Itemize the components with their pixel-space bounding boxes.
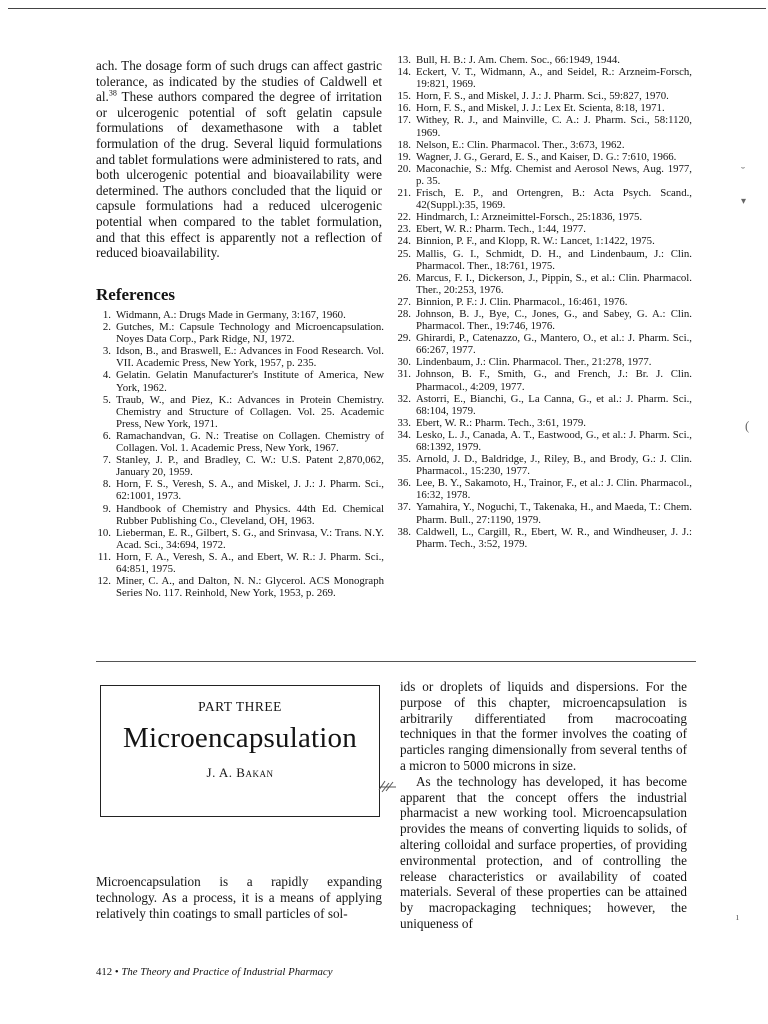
reference-item	[96, 551, 384, 575]
reference-text: Mallis, G. I., Schmidt, D. H., and Lindenbaum, J.: Clin. Pharmacol. Ther., 18:761, 1975.	[416, 247, 692, 272]
reference-item	[96, 394, 384, 430]
reference-text: Handbook of Chemistry and Physics. 44th Ed. Chemical Rubber Publishing Co., Cleveland, OH, 1963.	[116, 502, 384, 527]
reference-item	[396, 163, 692, 187]
reference-item	[96, 309, 384, 321]
reference-number: 4.	[102, 369, 111, 382]
reference-text: Traub, W., and Piez, K.: Advances in Protein Chemistry. Chemistry and Structure of Collagen. Vol. 25. Academic Press, New York, 1971.	[116, 393, 384, 430]
page-footer	[96, 966, 436, 978]
body-text-left: Microencapsulation is a rapidly expanding technology. As a process, it is a means of applying relatively thin coatings to small particles of sol-	[96, 874, 382, 921]
margin-mark-icon: ▾	[741, 196, 747, 207]
reference-item	[396, 417, 692, 429]
reference-number: 22.	[397, 211, 411, 224]
reference-number: 27.	[397, 295, 411, 308]
reference-number: 2.	[102, 321, 111, 334]
reference-item	[396, 114, 692, 138]
reference-number: 29.	[397, 332, 411, 345]
part-label: PART THREE	[198, 699, 282, 714]
reference-item	[396, 332, 692, 356]
reference-number: 26.	[397, 271, 411, 284]
reference-text: Hindmarch, I.: Arzneimittel-Forsch., 25:1836, 1975.	[416, 211, 643, 224]
reference-number: 24.	[397, 235, 411, 248]
reference-text: Binnion, P. F.: J. Clin. Pharmacol., 16:461, 1976.	[416, 295, 628, 308]
reference-item	[396, 501, 692, 525]
page-number: 412	[96, 966, 113, 978]
reference-number: 15.	[397, 90, 411, 103]
reference-number: 34.	[397, 428, 411, 441]
reference-text: Horn, F. S., and Miskel, J. J.: Lex Et. Scienta, 8:18, 1971.	[416, 102, 665, 115]
reference-text: Horn, F. S., Veresh, S. A., and Miskel, J. J.: J. Pharm. Sci., 62:1001, 1973.	[116, 478, 384, 503]
reference-text: Maconachie, S.: Mfg. Chemist and Aerosol News, Aug. 1977, p. 35.	[416, 162, 692, 187]
reference-text: Lee, B. Y., Sakamoto, H., Trainor, F., et al.: J. Clin. Pharmacol., 16:32, 1978.	[416, 477, 692, 502]
reference-text: Arnold, J. D., Baldridge, J., Riley, B., and Brody, G.: J. Clin. Pharmacol., 15:230, 1977.	[416, 453, 692, 478]
reference-text: Wagner, J. G., Gerard, E. S., and Kaiser, D. G.: 7:610, 1966.	[416, 150, 677, 163]
reference-number: 38.	[397, 525, 411, 538]
reference-text: Widmann, A.: Drugs Made in Germany, 3:167, 1960.	[116, 309, 346, 321]
reference-number: 18.	[397, 138, 411, 151]
reference-text: Lesko, L. J., Canada, A. T., Eastwood, G., et al.: J. Pharm. Sci., 68:1392, 1979.	[416, 428, 692, 453]
references-list-right	[396, 54, 692, 550]
reference-number: 32.	[397, 392, 411, 405]
reference-text: Johnson, B. F., Smith, G., and French, J.: Br. J. Clin. Pharmacol., 4:209, 1977.	[416, 368, 692, 393]
reference-number: 16.	[397, 102, 411, 115]
reference-text: Gelatin. Gelatin Manufacturer's Institute of America, New York, 1962.	[116, 369, 384, 394]
reference-item	[396, 211, 692, 223]
reference-item	[396, 429, 692, 453]
reference-number: 35.	[397, 453, 411, 466]
reference-number: 17.	[397, 114, 411, 127]
top-rule	[8, 8, 766, 9]
reference-item	[396, 308, 692, 332]
reference-number: 12.	[97, 575, 111, 588]
reference-number: 1.	[102, 309, 111, 321]
references-list-left	[96, 309, 384, 599]
reference-item	[396, 393, 692, 417]
reference-item	[396, 90, 692, 102]
reference-text: Lindenbaum, J.: Clin. Pharmacol. Ther., 21:278, 1977.	[416, 356, 652, 369]
part-title-box	[100, 685, 380, 817]
handwritten-mark-icon	[377, 778, 399, 794]
section-divider	[96, 661, 696, 662]
reference-item	[396, 272, 692, 296]
reference-text: Johnson, B. J., Bye, C., Jones, G., and Sabey, G. A.: Clin. Pharmacol. Ther., 19:746, 1976.	[416, 307, 692, 333]
reference-item	[96, 503, 384, 527]
reference-number: 36.	[397, 477, 411, 490]
reference-text: Ebert, W. R.: Pharm. Tech., 1:44, 1977.	[416, 223, 586, 236]
reference-text: Miner, C. A., and Dalton, N. N.: Glycerol. ACS Monograph Series No. 117. Reinhold, New York, 1953, p. 269.	[116, 575, 384, 600]
reference-item	[96, 478, 384, 502]
reference-number: 14.	[397, 66, 411, 79]
reference-text: Marcus, F. I., Dickerson, J., Pippin, S., et al.: Clin. Pharmacol. Ther., 20:253, 1976.	[416, 271, 692, 296]
reference-item	[96, 575, 384, 599]
reference-text: Binnion, P. F., and Klopp, R. W.: Lancet, 1:1422, 1975.	[416, 235, 655, 248]
reference-text: Ramachandvan, G. N.: Treatise on Collagen. Chemistry of Collagen. Vol. 1. Academic Press, New York, 1967.	[116, 429, 384, 455]
reference-number: 37.	[397, 501, 411, 514]
reference-text: Lieberman, E. R., Gilbert, S. G., and Srinvasa, V.: Trans. N.Y. Acad. Sci., 34:694, 1972.	[116, 526, 384, 551]
reference-text: Ebert, W. R.: Pharm. Tech., 3:61, 1979.	[416, 416, 586, 429]
intro-text-rest: These authors compared the degree of irritation or ulcerogenic potential of soft gelatin capsule formulations of dexamethasone with a tablet formulation of the drug. Several liquid formulations and tablet formulations were administered to rats, and both ulcerogenic potential and bioavailability were determined. The authors concluded that the liquid or capsule formulations had a reduced ulcerogenic potential when compared to the tablet formulation, and that this effect is apparently not a reflection of reduced bioavailability.	[96, 89, 382, 261]
reference-text: Yamahira, Y., Noguchi, T., Takenaka, H., and Maeda, T.: Chem. Pharm. Bull., 27:1190, 1979.	[416, 501, 692, 526]
reference-text: Withey, R. J., and Mainville, C. A.: J. Pharm. Sci., 58:1120, 1969.	[416, 114, 692, 139]
reference-item	[96, 527, 384, 551]
reference-text: Astorri, E., Bianchi, G., La Canna, G., et al.: J. Pharm. Sci., 68:104, 1979.	[416, 392, 692, 417]
reference-item	[396, 223, 692, 235]
reference-text: Nelson, E.: Clin. Pharmacol. Ther., 3:673, 1962.	[416, 138, 625, 151]
reference-text: Gutches, M.: Capsule Technology and Microencapsulation. Noyes Data Corp., Park Ridge, NJ, 1972.	[116, 321, 384, 346]
body-paragraph-2: As the technology has developed, it has become apparent that the concept offers the industrial pharmacist a new working tool. Microencapsulation provides the means of converting liquids to solids, of altering colloidal and surface properties, of providing environmental protection, and of controlling the release characteristics or availability of coated materials. Several of these properties can be attained by macropackaging techniques; however, the uniqueness of	[400, 773, 687, 931]
reference-text: Ghirardi, P., Catenazzo, G., Mantero, O., et al.: J. Pharm. Sci., 66:267, 1977.	[416, 332, 692, 357]
reference-text: Eckert, V. T., Widmann, A., and Seidel, R.: Arzneim-Forsch, 19:821, 1969.	[416, 66, 692, 91]
reference-item	[396, 54, 692, 66]
footer-separator: •	[112, 966, 122, 978]
reference-number: 31.	[397, 368, 411, 381]
reference-number: 25.	[397, 247, 411, 260]
margin-mark-icon: ˘	[741, 164, 745, 178]
chapter-author: J. A. Bakan	[206, 765, 274, 780]
reference-item	[96, 321, 384, 345]
references-heading: References	[96, 285, 175, 304]
reference-number: 28.	[397, 307, 411, 320]
reference-item	[396, 368, 692, 392]
chapter-title: Microencapsulation	[123, 722, 357, 754]
reference-number: 21.	[397, 187, 411, 200]
reference-number: 23.	[397, 223, 411, 236]
reference-item	[96, 369, 384, 393]
reference-text: Horn, F. S., and Miskel, J. J.: J. Pharm. Sci., 59:827, 1970.	[416, 90, 669, 103]
reference-number: 20.	[397, 162, 411, 175]
margin-mark-icon: ı	[736, 912, 739, 923]
reference-item	[396, 66, 692, 90]
book-title: The Theory and Practice of Industrial Pharmacy	[121, 966, 333, 978]
reference-item	[396, 187, 692, 211]
reference-item	[396, 453, 692, 477]
reference-text: Idson, B., and Braswell, E.: Advances in Food Research. Vol. VII. Academic Press, New York, 1957, p. 235.	[116, 345, 384, 370]
reference-item	[396, 235, 692, 247]
reference-number: 11.	[97, 550, 111, 563]
reference-item	[396, 356, 692, 368]
reference-text: Bull, H. B.: J. Am. Chem. Soc., 66:1949, 1944.	[416, 54, 620, 66]
reference-item	[396, 477, 692, 501]
reference-item	[396, 248, 692, 272]
reference-number: 6.	[102, 429, 111, 442]
reference-item	[396, 151, 692, 163]
reference-item	[396, 102, 692, 114]
reference-number: 7.	[102, 454, 111, 467]
reference-number: 9.	[102, 502, 111, 515]
reference-text: Stanley, J. P., and Bradley, C. W.: U.S. Patent 2,870,062, January 20, 1959.	[116, 454, 384, 479]
reference-item	[96, 430, 384, 454]
intro-footnote-ref: 38	[108, 88, 117, 98]
body-text-right	[400, 679, 687, 932]
reference-text: Caldwell, L., Cargill, R., Ebert, W. R., and Windheuser, J. J.: Pharm. Tech., 3:52, 1979.	[416, 525, 692, 550]
reference-number: 8.	[102, 478, 111, 491]
reference-item	[96, 345, 384, 369]
reference-number: 30.	[397, 356, 411, 369]
body-paragraph-1: ids or droplets of liquids and dispersions. For the purpose of this chapter, microencapsulation is arbitrarily differentiated from macrocoating techniques in that the former involves the coating of particles ranging dimensionally from several tenths of a micron to 5000 microns in size.	[400, 679, 687, 773]
intro-paragraph	[96, 58, 382, 261]
reference-number: 13.	[397, 54, 411, 66]
reference-item	[396, 296, 692, 308]
reference-item	[96, 454, 384, 478]
reference-number: 3.	[102, 345, 111, 358]
intro-text: ach. The dosage form of such drugs can affect gastric tolerance, as indicated by the studies of Caldwell et al.	[96, 58, 382, 105]
reference-number: 19.	[397, 150, 411, 163]
reference-text: Frisch, E. P., and Ortengren, B.: Acta Psych. Scand., 42(Suppl.):35, 1969.	[416, 187, 692, 212]
reference-item	[396, 139, 692, 151]
margin-mark-icon: (	[745, 418, 750, 433]
reference-number: 10.	[97, 526, 111, 539]
reference-text: Horn, F. A., Veresh, S. A., and Ebert, W. R.: J. Pharm. Sci., 64:851, 1975.	[116, 550, 384, 575]
reference-number: 33.	[397, 416, 411, 429]
reference-number: 5.	[102, 393, 111, 406]
reference-item	[396, 526, 692, 550]
